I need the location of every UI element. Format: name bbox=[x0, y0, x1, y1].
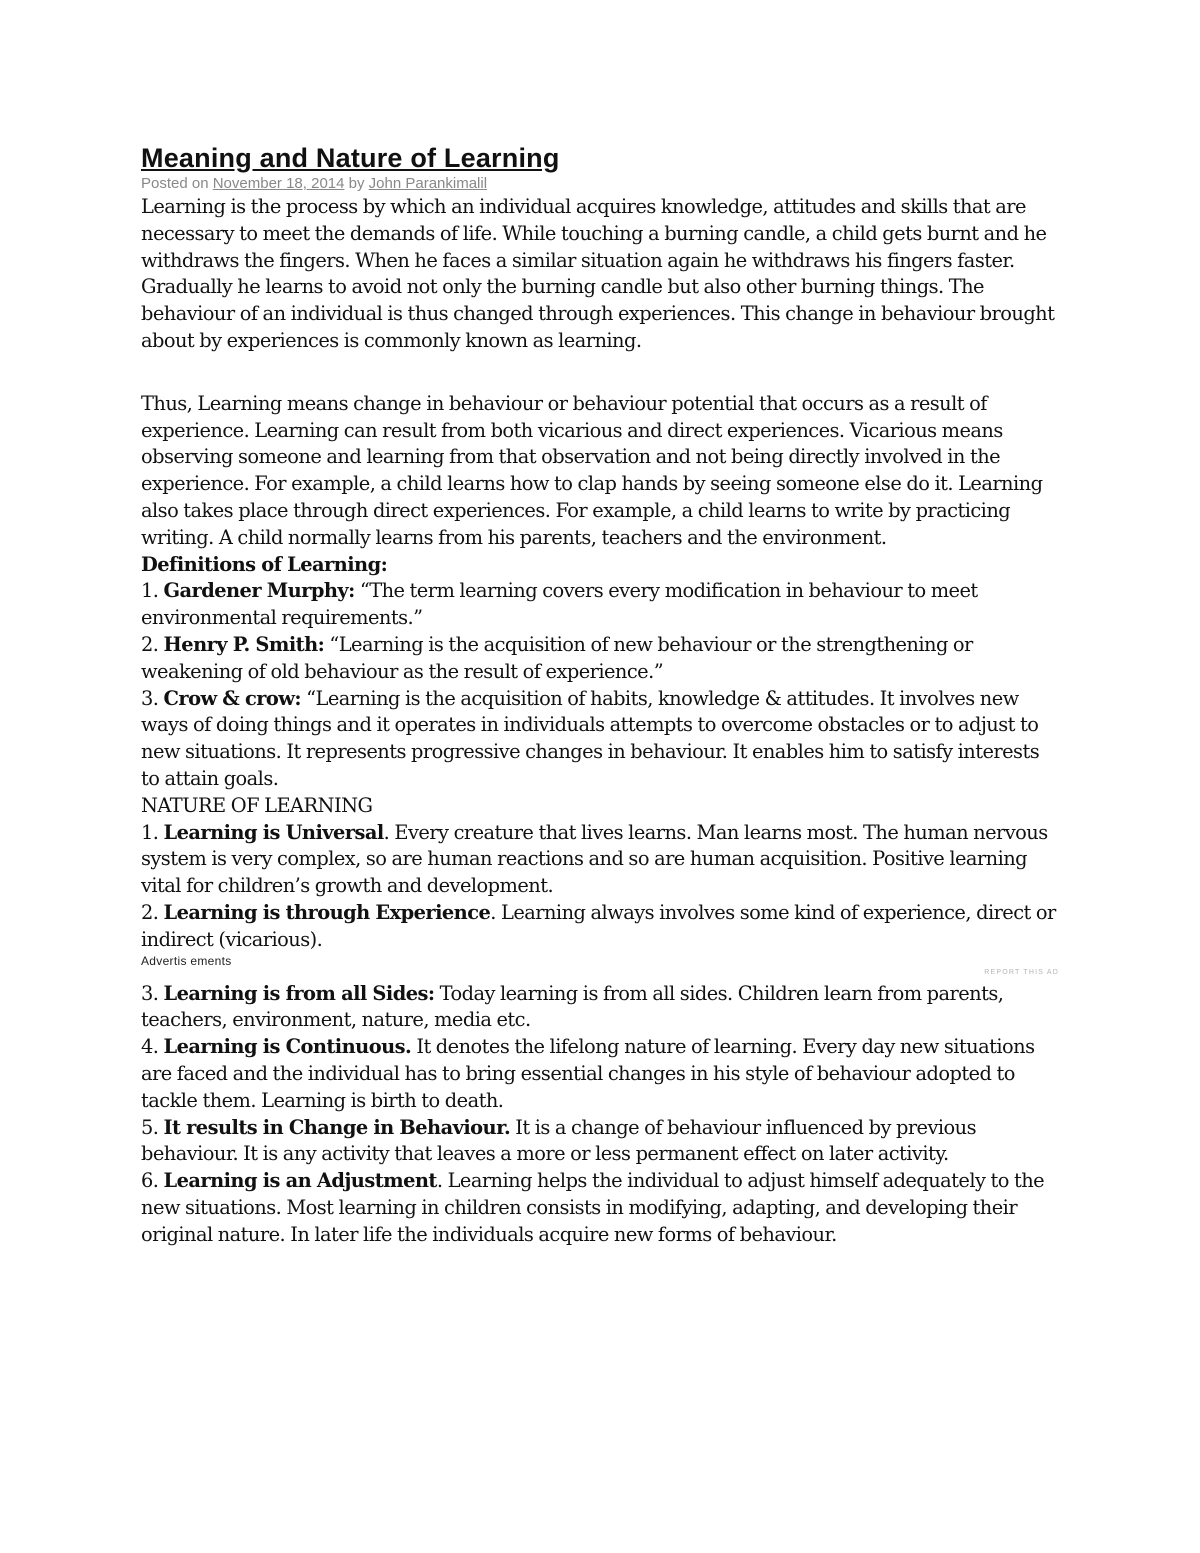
nature-item: 5. It results in Change in Behaviour. It is a change of behaviour influenced by previous behaviour. It is any activity that leaves a more or less permanent effect on later activity. bbox=[141, 1115, 976, 1166]
nature-item: 4. Learning is Continuous. It denotes the lifelong nature of learning. Every day new situations are faced and the individual has to bring essential changes in his style of behaviour adopted to tackle them. Learning is birth to death. bbox=[141, 1035, 1035, 1112]
post-date-link[interactable]: November 18, 2014 bbox=[212, 175, 345, 192]
nature-item-title: Learning is an Adjustment bbox=[163, 1169, 437, 1193]
definition-item: 3. Crow & crow: “Learning is the acquisition of habits, knowledge & attitudes. It involves new ways of doing things and it operates in individuals attempts to overcome obstacles or to adjust to new situations. It represents progressive changes in behaviour. It enables him to satisfy interests to attain goals. bbox=[141, 686, 1040, 790]
nature-item-title: It results in Change in Behaviour. bbox=[163, 1115, 511, 1139]
report-ad-link[interactable]: REPORT THIS AD bbox=[984, 968, 1059, 976]
nature-item-title: Learning is Continuous. bbox=[163, 1035, 412, 1059]
author-link[interactable]: John Parankimalil bbox=[368, 175, 488, 192]
definition-author: Crow & crow: bbox=[163, 686, 302, 710]
nature-item: 1. Learning is Universal. Every creature that lives learns. Man learns most. The human nervous system is very complex, so are human reactions and so are human acquisition. Positive learning vital for children’s growth and development. bbox=[141, 820, 1048, 898]
nature-item-title: Learning is from all Sides: bbox=[163, 981, 435, 1005]
nature-item: 3. Learning is from all Sides: Today learning is from all sides. Children learn from parents, teachers, environment, nature, media etc. bbox=[141, 981, 1004, 1032]
definitions-list bbox=[141, 578, 1061, 792]
document-page bbox=[141, 140, 1061, 1248]
nature-item-title: Learning is through Experience bbox=[163, 900, 491, 924]
nature-item: 6. Learning is an Adjustment. Learning helps the individual to adjust himself adequately to the new situations. Most learning in children consists in modifying, adapting, and developing their original nature. In later life the individuals acquire new forms of behaviour. bbox=[141, 1169, 1045, 1246]
advertisements-label: Advertis ements bbox=[141, 953, 232, 968]
article-title: Meaning and Nature of Learning bbox=[141, 143, 560, 173]
by-label: by bbox=[344, 175, 369, 192]
intro-paragraph: Learning is the process by which an individual acquires knowledge, attitudes and skills that are necessary to meet the demands of life. While touching a burning candle, a child gets burnt and he withdraws the fingers. When he faces a similar situation again he withdraws his fingers faster. Gradually he learns to avoid not only the burning candle but also other burning things. The behaviour of an individual is thus changed through experiences. This change in behaviour brought about by experiences is commonly known as learning. bbox=[141, 195, 1055, 352]
nature-item: 2. Learning is through Experience. Learning always involves some kind of experience, direct or indirect (vicarious). bbox=[141, 900, 1056, 951]
definition-item: 1. Gardener Murphy: “The term learning covers every modification in behaviour to meet environmental requirements.” bbox=[141, 579, 978, 630]
definition-author: Gardener Murphy: bbox=[163, 579, 355, 603]
posted-on-label: Posted on bbox=[141, 175, 213, 192]
paragraph-gap bbox=[141, 355, 1061, 391]
nature-list bbox=[141, 820, 1061, 954]
post-meta bbox=[141, 176, 1061, 192]
nature-list-continued bbox=[141, 981, 1061, 1249]
second-paragraph: Thus, Learning means change in behaviour or behaviour potential that occurs as a result of experience. Learning can result from both vicarious and direct experiences. Vicarious means observing someone and learning from that observation and not being directly involved in the experience. For example, a child learns how to clap hands by seeing someone else do it. Learning also takes place through direct experiences. For example, a child learns to write by practicing writing. A child normally learns from his parents, teachers and the environment. bbox=[141, 391, 1043, 549]
definition-item: 2. Henry P. Smith: “Learning is the acquisition of new behaviour or the strengthening or weakening of old behaviour as the result of experience.” bbox=[141, 632, 973, 683]
nature-heading: NATURE OF LEARNING bbox=[141, 793, 373, 817]
definitions-heading: Definitions of Learning: bbox=[141, 552, 388, 576]
advertisement-block bbox=[141, 955, 1061, 978]
nature-item-title: Learning is Universal bbox=[163, 820, 384, 844]
definition-author: Henry P. Smith: bbox=[163, 632, 325, 656]
